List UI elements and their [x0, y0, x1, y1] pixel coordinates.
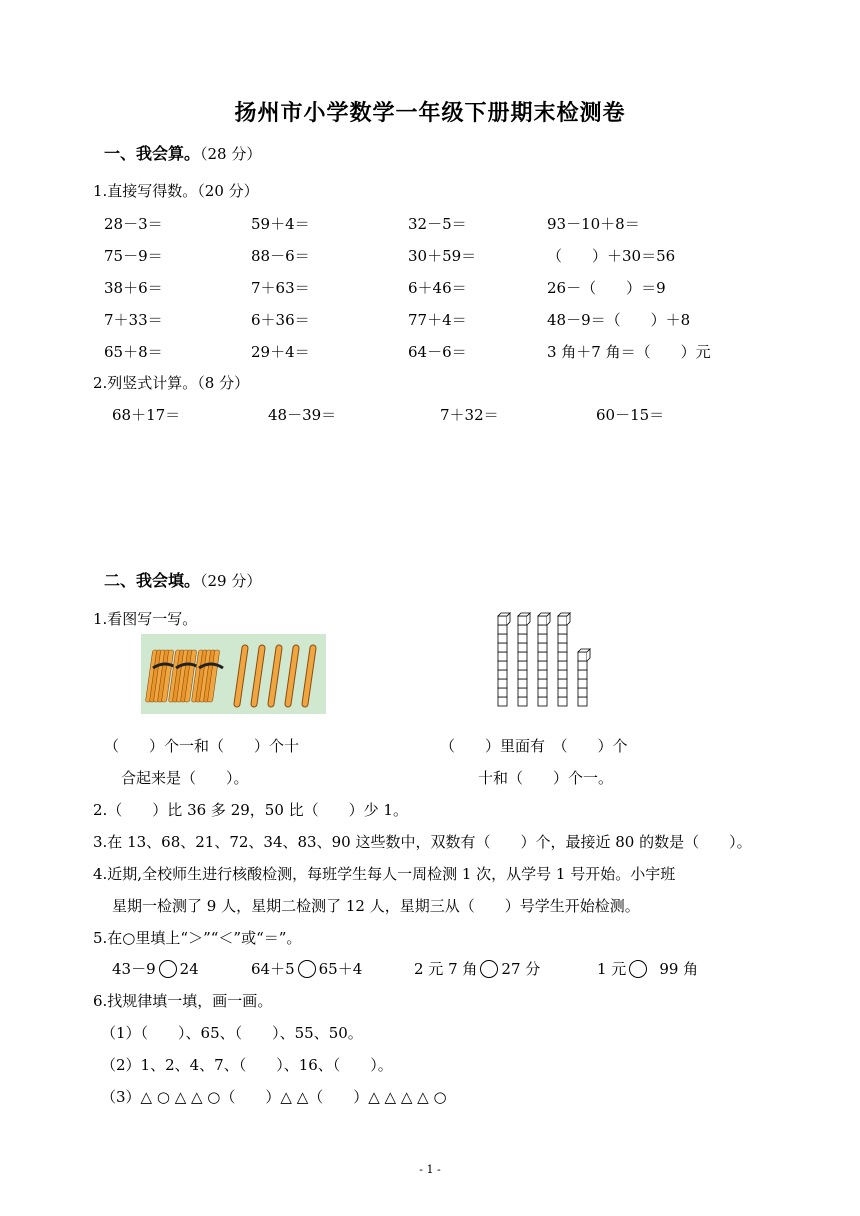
- ten-rod-cube: [498, 679, 507, 688]
- compare-left: 43－9: [112, 960, 156, 978]
- ten-rod-cube: [498, 670, 507, 679]
- ten-rod-cube: [498, 634, 507, 643]
- problem: 28－3＝: [104, 215, 163, 233]
- ten-rod-cube: [558, 643, 567, 652]
- problem: 6＋36＝: [251, 311, 310, 329]
- problem: 7＋33＝: [104, 311, 163, 329]
- ten-rod-cube: [518, 670, 527, 679]
- vertical-problem: 68＋17＝: [112, 406, 181, 424]
- section-1-title: 一、我会算。: [104, 144, 201, 163]
- ten-rod-cube: [498, 652, 507, 661]
- compare-left: 2 元 7 角: [414, 960, 478, 978]
- ten-rod-cube: [518, 688, 527, 697]
- q2-label: 2.列竖式计算。（8 分）: [93, 374, 250, 392]
- compare-circle[interactable]: [629, 960, 647, 978]
- ten-rod-cube: [518, 643, 527, 652]
- problem: 26－（ ）＝9: [547, 279, 666, 297]
- q1-row: [0, 213, 860, 235]
- ten-rod-cube: [538, 670, 547, 679]
- ten-rod-cube: [558, 616, 567, 625]
- problem: 48－9＝（ ）＋8: [547, 311, 691, 329]
- vertical-problem: 48－39＝: [268, 406, 337, 424]
- compare-right: 65＋4: [318, 960, 363, 978]
- ten-rod-cube: [498, 616, 507, 625]
- ten-rod-cube: [558, 679, 567, 688]
- ten-rod-cube: [558, 652, 567, 661]
- ten-rod-cube: [538, 661, 547, 670]
- ten-rod-cube: [518, 652, 527, 661]
- unit-cube: [578, 688, 587, 697]
- fill2: 2.（ ）比 36 多 29，50 比（ ）少 1。: [93, 801, 408, 819]
- compare-right: 99 角: [659, 960, 699, 978]
- vertical-problem: 60－15＝: [596, 406, 665, 424]
- ten-rod-cube: [498, 661, 507, 670]
- fill1-left-line1: （ ）个一和（ ）个十: [104, 737, 300, 755]
- q1-label: 1.直接写得数。（20 分）: [93, 182, 259, 200]
- problem: 30＋59＝: [408, 247, 477, 265]
- compare-circle[interactable]: [480, 960, 498, 978]
- problem: 65＋8＝: [104, 343, 163, 361]
- compare-item: [251, 958, 362, 979]
- section-2-points: （29 分）: [200, 572, 262, 590]
- q1-row: [0, 245, 860, 267]
- fill3: 3.在 13、68、21、72、34、83、90 这些数中，双数有（ ）个，最接近 80 的数是（ ）。: [93, 833, 752, 851]
- compare-circle[interactable]: [298, 960, 316, 978]
- fill4-line1: 4.近期,全校师生进行核酸检测，每班学生每人一周检测 1 次，从学号 1 号开始。小宇班: [93, 865, 676, 883]
- sticks-illustration: [141, 634, 326, 714]
- fill1-left-line2: 合起来是（ ）。: [121, 769, 249, 787]
- section-1-points: （28 分）: [200, 145, 262, 163]
- unit-cube: [578, 670, 587, 679]
- q1-row: [0, 309, 860, 331]
- ten-rod-cube: [498, 643, 507, 652]
- problem: 64－6＝: [408, 343, 467, 361]
- unit-cube: [578, 697, 587, 706]
- ten-rod-cube: [498, 625, 507, 634]
- ten-rod-cube: [518, 625, 527, 634]
- fill5-label: 5.在○里填上“＞”“＜”或“＝”。: [93, 929, 302, 947]
- fill6-label: 6.找规律填一填，画一画。: [93, 992, 273, 1010]
- ten-rod-cube: [518, 634, 527, 643]
- q2-row: [0, 404, 860, 426]
- compare-item: [597, 958, 698, 979]
- problem: 75－9＝: [104, 247, 163, 265]
- sticks-picture: [141, 634, 326, 714]
- ten-rod-cube: [538, 634, 547, 643]
- ten-rod-cube: [518, 616, 527, 625]
- compare-circle[interactable]: [159, 960, 177, 978]
- problem: 3 角＋7 角＝（ ）元: [547, 343, 711, 361]
- ten-rod-cube: [518, 679, 527, 688]
- compare-right: 27 分: [501, 960, 541, 978]
- compare-right: 24: [179, 960, 199, 978]
- ten-rod-cube: [558, 634, 567, 643]
- ten-rod-cube: [498, 697, 507, 706]
- unit-cube: [578, 661, 587, 670]
- ten-rod-cube: [538, 625, 547, 634]
- problem: 38＋6＝: [104, 279, 163, 297]
- section-2-title: 二、我会填。: [104, 571, 201, 590]
- q1-row: [0, 341, 860, 363]
- ten-rod-cube: [518, 697, 527, 706]
- fill6-part2: （2）1、2、4、7、（ ）、16、（ ）。: [101, 1056, 393, 1074]
- problem: 7＋63＝: [251, 279, 310, 297]
- ten-rod-cube: [538, 679, 547, 688]
- problem: 77＋4＝: [408, 311, 467, 329]
- ten-rod-cube: [538, 652, 547, 661]
- compare-item: [414, 958, 540, 979]
- ten-rod-cube: [558, 661, 567, 670]
- compare-left: 1 元: [597, 960, 627, 978]
- section-2-heading: [104, 568, 261, 591]
- fill1-label: 1.看图写一写。: [93, 610, 198, 628]
- fill4-line2: 星期一检测了 9 人，星期二检测了 12 人，星期三从（ ）号学生开始检测。: [112, 897, 640, 915]
- unit-cube: [578, 679, 587, 688]
- unit-cube: [578, 652, 587, 661]
- ten-rod-cube: [558, 625, 567, 634]
- vertical-problem: 7＋32＝: [440, 406, 499, 424]
- q1-row: [0, 277, 860, 299]
- compare-item: [112, 958, 199, 979]
- fill5-row: [0, 958, 860, 980]
- ten-rod-cube: [538, 616, 547, 625]
- compare-left: 64＋5: [251, 960, 295, 978]
- page-title: 扬州市小学数学一年级下册期末检测卷: [234, 101, 626, 126]
- fill6-part1: （1）（ ）、65、（ ）、55、50。: [101, 1024, 363, 1042]
- ten-rod-cube: [558, 670, 567, 679]
- stick-bundle: [191, 650, 223, 702]
- problem: 88－6＝: [251, 247, 310, 265]
- problem: （ ）＋30＝56: [547, 247, 676, 265]
- problem: 6＋46＝: [408, 279, 467, 297]
- ten-rod-cube: [518, 661, 527, 670]
- ten-rod-cube: [558, 697, 567, 706]
- ten-rod-cube: [558, 688, 567, 697]
- problem: 32－5＝: [408, 215, 467, 233]
- problem: 59＋4＝: [251, 215, 310, 233]
- ten-rod-cube: [498, 688, 507, 697]
- cubes-illustration: [494, 610, 604, 710]
- problem: 93－10＋8＝: [547, 215, 640, 233]
- ten-rod-cube: [538, 643, 547, 652]
- fill1-right-line1: （ ）里面有 （ ）个: [440, 737, 628, 755]
- section-1-heading: [104, 141, 261, 164]
- ten-rod-cube: [538, 697, 547, 706]
- ten-rod-cube: [538, 688, 547, 697]
- problem: 29＋4＝: [251, 343, 310, 361]
- page-number: - 1 -: [419, 1163, 441, 1176]
- fill1-right-line2: 十和（ ）个一。: [478, 769, 614, 787]
- fill6-part3: （3）△ ○ △ △ ○（ ）△ △（ ）△ △ △ △ ○: [101, 1088, 447, 1106]
